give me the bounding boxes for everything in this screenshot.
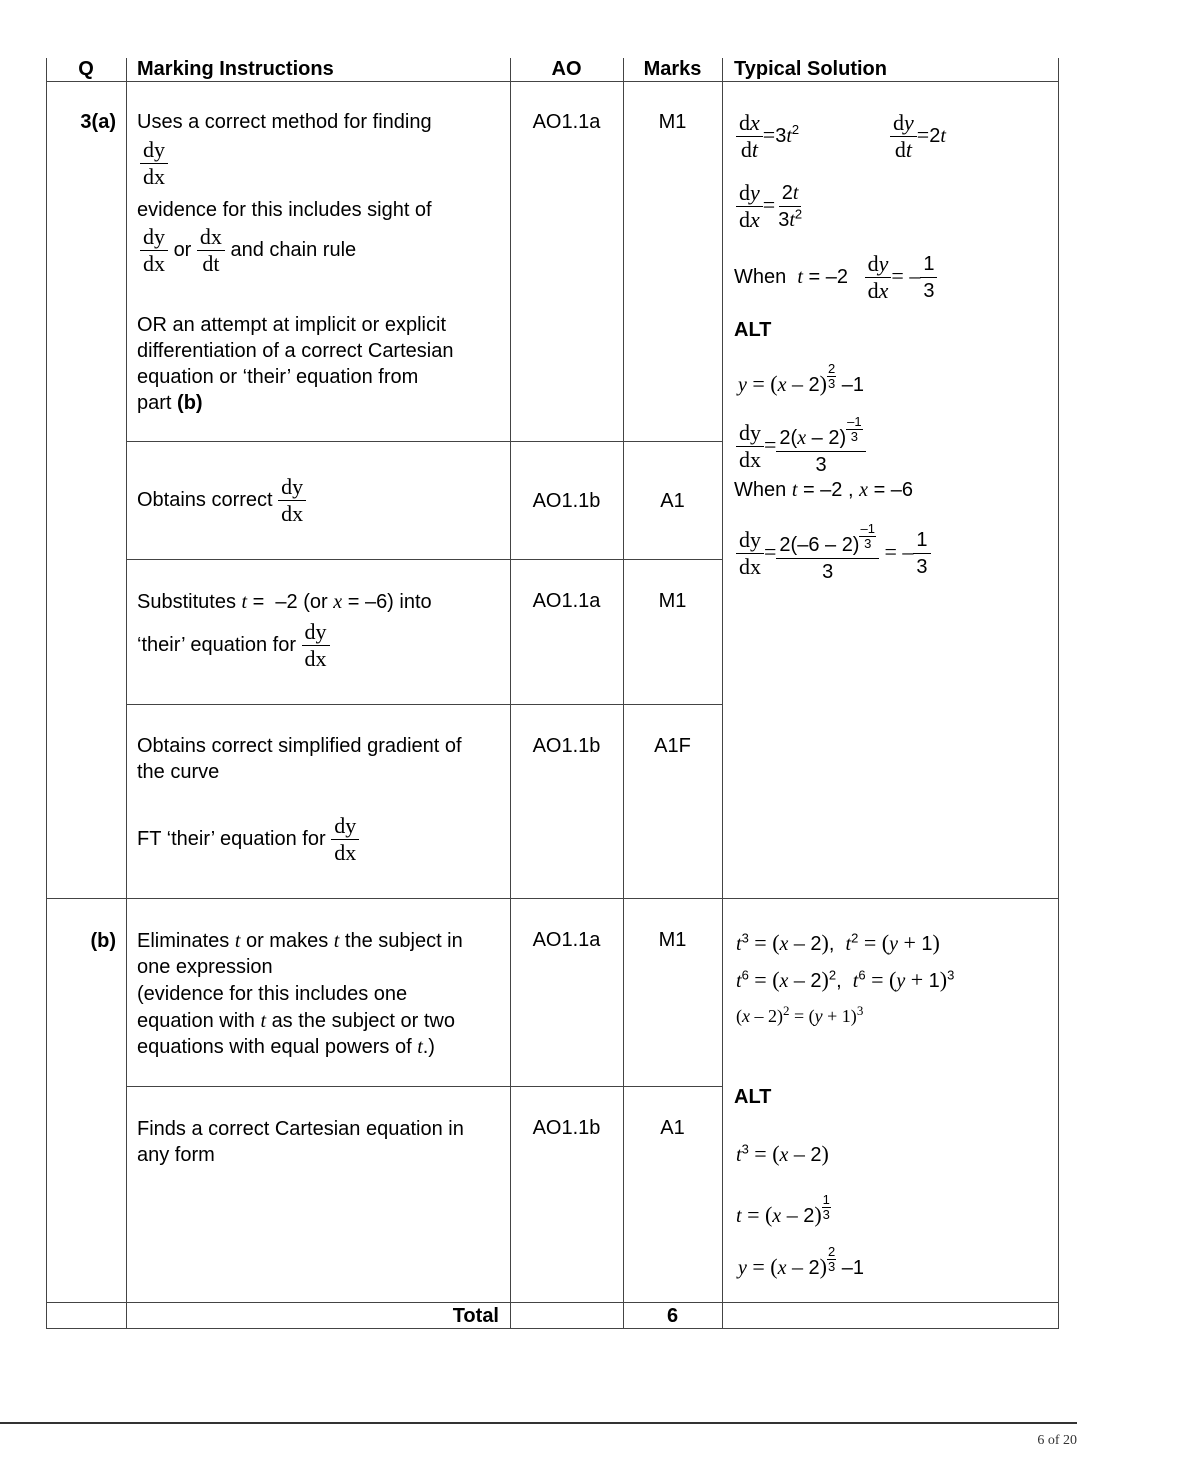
3b-solution-line3: $(x - 2)^2 = (y + 1)^3$ — [736, 1003, 864, 1026]
3a-row1-mark: M1 — [658, 111, 687, 133]
3b-row2-ao: AO1.1b — [532, 1117, 601, 1139]
header-marking-instructions: Marking Instructions — [137, 58, 334, 80]
header-ao: AO — [551, 58, 582, 80]
3a-solution-alt-y: y = (x – 2) $\frac{2}{3}$ –1 — [738, 361, 865, 396]
page-number: 6 of 20 — [1037, 1433, 1077, 1448]
3b-solution-alt-line3: y = (x – 2) $\frac{2}{3}$ –1 — [738, 1244, 865, 1279]
table-rule-3b-row1 — [126, 1086, 723, 1087]
header-q: Q — [78, 58, 94, 80]
3b-solution-alt-line1: $t^3 = (x - 2)$ — [736, 1141, 829, 1166]
3a-row1-alt-line2: differentiation of a correct Cartesian — [137, 340, 454, 362]
3a-row4-ao: AO1.1b — [532, 735, 601, 757]
table-rule-3a-row2 — [126, 559, 723, 560]
3a-solution-when: When t = –2 $\frac{dy}{dx}$ = – $\frac{1}{3}$ — [734, 251, 937, 304]
3b-row1-line2: one expression — [137, 956, 273, 978]
3b-solution-alt-label: ALT — [734, 1086, 772, 1108]
total-value: 6 — [666, 1305, 679, 1327]
header-typical-solution: Typical Solution — [734, 58, 887, 80]
3a-row1-alt-line1: OR an attempt at implicit or explicit — [137, 314, 446, 336]
header-marks: Marks — [643, 58, 702, 80]
3a-row4-line3: FT ‘their’ equation for $\frac{dy}{dx}$ — [137, 813, 359, 866]
3a-row1-line1: Uses a correct method for finding — [137, 111, 432, 133]
3a-row1-evidence: evidence for this includes sight of — [137, 199, 432, 221]
3a-row3-line2: ‘their’ equation for $\frac{dy}{dx}$ — [137, 619, 330, 672]
3a-solution-alt-label: ALT — [734, 319, 772, 341]
3b-row2-mark: A1 — [660, 1117, 685, 1139]
3a-row2-text: Obtains correct $\frac{dy}{dx}$ — [137, 474, 306, 527]
table-col-marks — [722, 58, 723, 1328]
3a-row1-alt-line4: part (b) — [137, 392, 203, 414]
3b-row1-line5: equations with equal powers of t.) — [137, 1036, 435, 1058]
3b-solution-alt-line2: t = (x – 2) $\frac{1}{3}$ — [736, 1192, 830, 1227]
3a-row2-mark: A1 — [660, 490, 685, 512]
3a-row1-alt-line3: equation or ‘their’ equation from — [137, 366, 419, 388]
3a-solution-dydx: $\frac{dy}{dx}$ = $\frac{2t}{3t^2}$ — [736, 180, 805, 233]
3a-solution-when2-gradient: $\frac{dy}{dx}$ = 2(–6 – 2) $\frac{-1}{3}$ 3 = – $\frac{1}{3}$ — [736, 522, 931, 585]
3a-row1-ao: AO1.1a — [532, 111, 601, 133]
3a-row1-fraction-dydx: $\frac{dy}{dx}$ — [140, 137, 168, 190]
3b-row1-line4: equation with t as the subject or two — [137, 1010, 455, 1032]
3a-solution-dxdt: $\frac{dx}{dt}$ $=3t^2$ — [736, 110, 799, 163]
3b-solution-line1: $t^3 = (x - 2)$, $t^2 = (y + 1)$ — [736, 930, 940, 955]
question-label-3b: (b) — [90, 930, 116, 952]
total-label: Total — [452, 1305, 499, 1327]
3a-row1-chain-rule: $\frac{dy}{dx}$ or $\frac{dx}{dt}$ and chain rule — [140, 224, 356, 277]
3a-row4-line1: Obtains correct simplified gradient of — [137, 735, 462, 757]
table-col-left-edge — [46, 58, 47, 1328]
3a-row3-line1: Substitutes t = –2 (or x = –6) into — [137, 591, 432, 613]
table-col-q — [126, 58, 127, 1328]
3a-row4-line2: the curve — [137, 761, 220, 783]
3a-solution-when2: When t = –2 , x = –6 — [734, 479, 914, 501]
3b-row1-line3: (evidence for this includes one — [137, 983, 408, 1005]
table-rule-3a-row3 — [126, 704, 723, 705]
question-label-3a: 3(a) — [80, 111, 116, 133]
3a-row2-ao: AO1.1b — [532, 490, 601, 512]
3a-solution-dydt: $\frac{dy}{dt}$ =2t — [890, 110, 946, 163]
3b-row1-mark: M1 — [658, 929, 687, 951]
3b-row1-ao: AO1.1a — [532, 929, 601, 951]
3b-row2-line1: Finds a correct Cartesian equation in — [137, 1118, 464, 1140]
3b-solution-line2: $t^6 = (x - 2)^2$, $t^6 = (y + 1)^3$ — [736, 967, 955, 992]
3b-row2-line2: any form — [137, 1144, 215, 1166]
3a-solution-alt-dydx: $\frac{dy}{dx}$ = 2(x – 2) $\frac{-1}{3}$ 3 — [736, 415, 866, 478]
3a-row3-mark: M1 — [658, 590, 687, 612]
3b-row1-line1: Eliminates t or makes t the subject in — [137, 930, 463, 952]
3a-row3-ao: AO1.1a — [532, 590, 601, 612]
table-rule-3a-bottom — [46, 898, 1059, 899]
table-rule-3a-row1 — [126, 441, 723, 442]
table-col-right-edge — [1058, 58, 1059, 1328]
3a-row4-mark: A1F — [654, 735, 691, 757]
footer-rule — [0, 1422, 1077, 1424]
